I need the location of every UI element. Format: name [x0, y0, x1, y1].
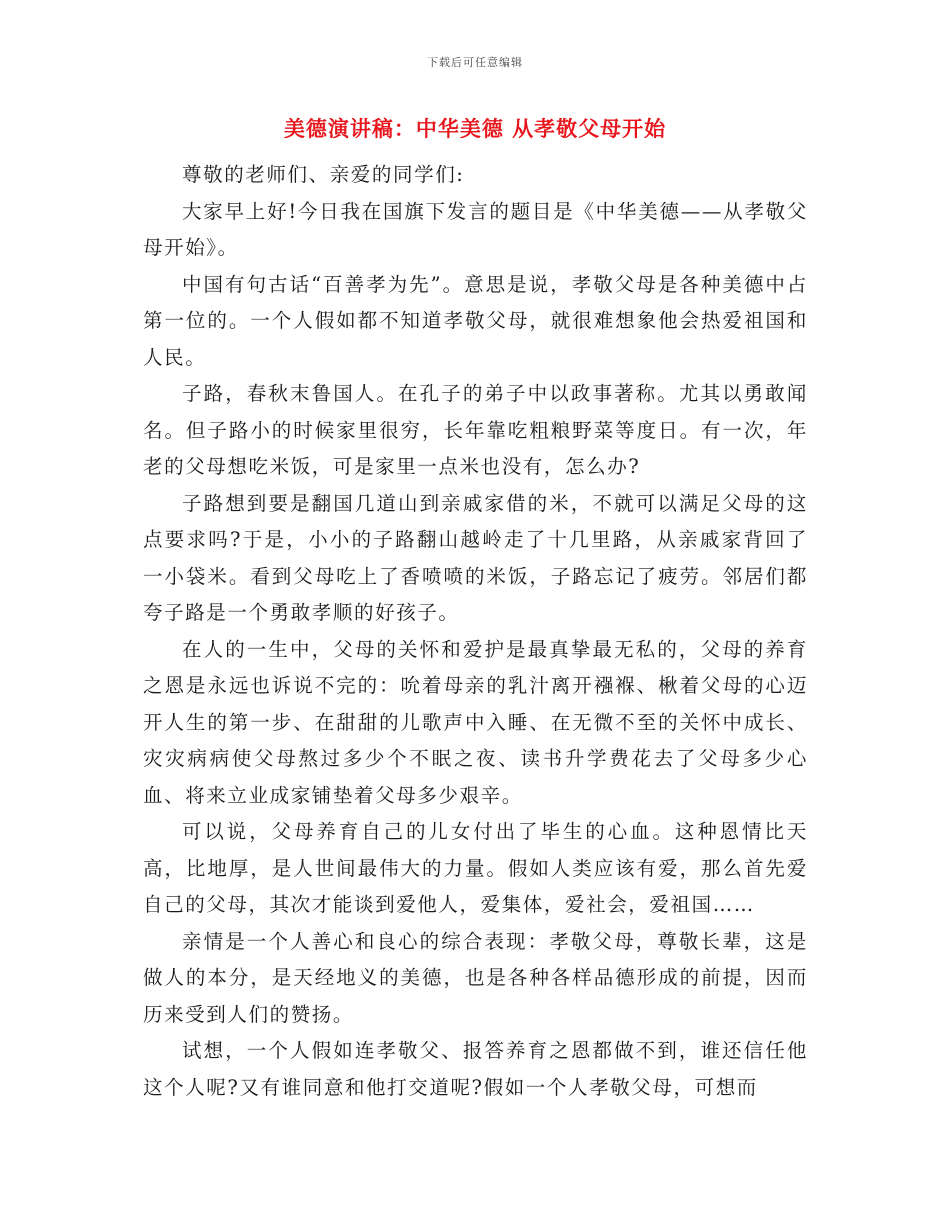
paragraph-salutation: 尊敬的老师们、亲爱的同学们: [182, 163, 465, 186]
paragraph: 试想，一个人假如连孝敬父、报答养育之恩都做不到，谁还信任他这个人呢?又有谁同意和他打交道呢?假如一个人孝敬父母，可想而 [143, 1039, 808, 1099]
paragraph: 亲情是一个人善心和良心的综合表现：孝敬父母，尊敬长辈，这是做人的本分，是天经地义的美德，也是各种各样品德形成的前提，因而历来受到人们的赞扬。 [143, 929, 808, 1026]
document-body [143, 157, 808, 1106]
paragraph: 子路，春秋末鲁国人。在孔子的弟子中以政事著称。尤其以勇敢闻名。但子路小的时候家里很穷，长年靠吃粗粮野菜等度日。有一次，年老的父母想吃米饭，可是家里一点米也没有，怎么办? [143, 382, 808, 478]
paragraph: 在人的一生中，父母的关怀和爱护是最真挚最无私的，父母的养育之恩是永远也诉说不完的：吮着母亲的乳汁离开襁褓、楸着父母的心迈开人生的第一步、在甜甜的儿歌声中入睡、在无微不至的关怀中成长、灾灾病病使父母熬过多少个不眠之夜、读书升学费花去了父母多少心血、将来立业成家铺垫着父母多少艰辛。 [143, 637, 808, 807]
document-title: 美德演讲稿：中华美德 从孝敬父母开始 [283, 116, 667, 141]
paragraph-greeting: 大家早上好!今日我在国旗下发言的题目是《中华美德——从孝敬父母开始》。 [143, 199, 808, 259]
paragraph: 中国有句古话“百善孝为先”。意思是说，孝敬父母是各种美德中占第一位的。一个人假如都不知道孝敬父母，就很难想象他会热爱祖国和人民。 [143, 272, 808, 369]
paragraph: 可以说，父母养育自己的儿女付出了毕生的心血。这种恩情比天高，比地厚，是人世间最伟大的力量。假如人类应该有爱，那么首先爱自己的父母，其次才能谈到爱他人，爱集体，爱社会，爱祖国…… [143, 820, 808, 916]
page-header-note: 下载后可任意编辑 [427, 56, 523, 69]
paragraph: 子路想到要是翻国几道山到亲戚家借的米，不就可以满足父母的这点要求吗?于是，小小的子路翻山越岭走了十几里路，从亲戚家背回了一小袋米。看到父母吃上了香喷喷的米饭，子路忘记了疲劳。邻居们都夸子路是一个勇敢孝顺的好孩子。 [143, 491, 808, 624]
